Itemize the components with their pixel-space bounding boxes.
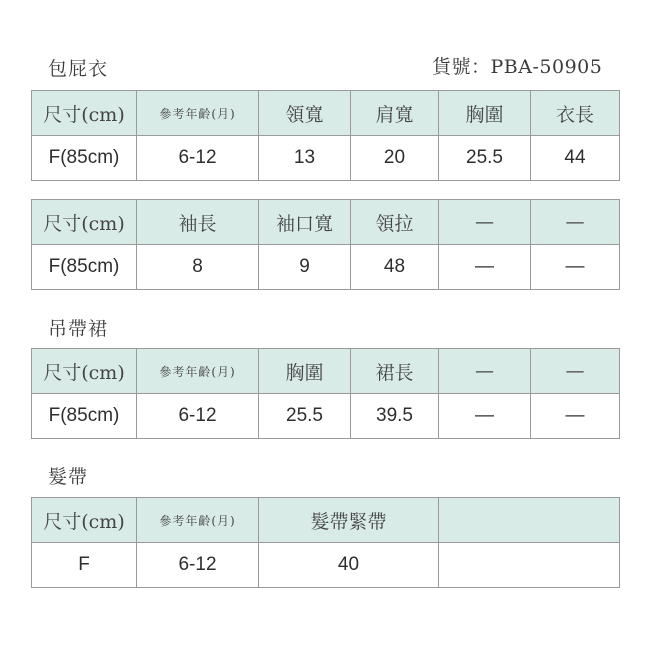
header-cell: 胸圍 — [439, 91, 531, 136]
table-cell: — — [531, 394, 620, 439]
header-cell: 袖口寬 — [259, 200, 351, 245]
header-cell: — — [439, 349, 531, 394]
header-cell: 衣長 — [531, 91, 620, 136]
header-cell: 髮帶緊帶 — [259, 498, 439, 543]
header-cell: — — [531, 200, 620, 245]
header-cell: 參考年齡(月) — [137, 498, 259, 543]
section-title-headband: 髮帶 — [48, 466, 89, 488]
header-cell: — — [439, 200, 531, 245]
table-row — [32, 394, 620, 439]
table-cell: 6-12 — [137, 394, 259, 439]
header-cell: 領寬 — [259, 91, 351, 136]
header-cell: 尺寸(cm) — [32, 498, 137, 543]
item-number: 貨號：PBA-50905 — [432, 56, 603, 78]
table-cell: 6-12 — [137, 543, 259, 588]
bodysuit-size-table-2 — [31, 199, 620, 290]
table-cell: 25.5 — [439, 136, 531, 181]
table-header-row — [32, 498, 620, 543]
header-cell: 領拉 — [351, 200, 439, 245]
table-cell: 20 — [351, 136, 439, 181]
section-title-bodysuit: 包屁衣 — [48, 58, 109, 80]
section-title-suspender-skirt: 吊帶裙 — [48, 318, 109, 340]
table-cell: 13 — [259, 136, 351, 181]
header-cell: 尺寸(cm) — [32, 200, 137, 245]
header-cell — [439, 498, 620, 543]
table-header-row — [32, 91, 620, 136]
table-cell: 25.5 — [259, 394, 351, 439]
table-row — [32, 136, 620, 181]
header-cell: 肩寬 — [351, 91, 439, 136]
table-cell — [439, 543, 620, 588]
header-cell: — — [531, 349, 620, 394]
table-cell: F(85cm) — [32, 394, 137, 439]
table-cell: 8 — [137, 245, 259, 290]
table-cell: F(85cm) — [32, 136, 137, 181]
table-cell: F — [32, 543, 137, 588]
header-cell: 尺寸(cm) — [32, 349, 137, 394]
headband-size-table — [31, 497, 620, 588]
header-cell: 裙長 — [351, 349, 439, 394]
table-cell: — — [439, 394, 531, 439]
table-header-row — [32, 200, 620, 245]
table-cell: — — [531, 245, 620, 290]
skirt-size-table — [31, 348, 620, 439]
header-cell: 胸圍 — [259, 349, 351, 394]
bodysuit-size-table-1 — [31, 90, 620, 181]
table-row — [32, 245, 620, 290]
header-cell: 參考年齡(月) — [137, 349, 259, 394]
table-cell: — — [439, 245, 531, 290]
table-cell: 44 — [531, 136, 620, 181]
table-cell: 6-12 — [137, 136, 259, 181]
table-cell: 39.5 — [351, 394, 439, 439]
table-row — [32, 543, 620, 588]
header-cell: 尺寸(cm) — [32, 91, 137, 136]
table-cell: 9 — [259, 245, 351, 290]
table-cell: F(85cm) — [32, 245, 137, 290]
table-cell: 48 — [351, 245, 439, 290]
table-header-row — [32, 349, 620, 394]
header-cell: 參考年齡(月) — [137, 91, 259, 136]
header-cell: 袖長 — [137, 200, 259, 245]
table-cell: 40 — [259, 543, 439, 588]
